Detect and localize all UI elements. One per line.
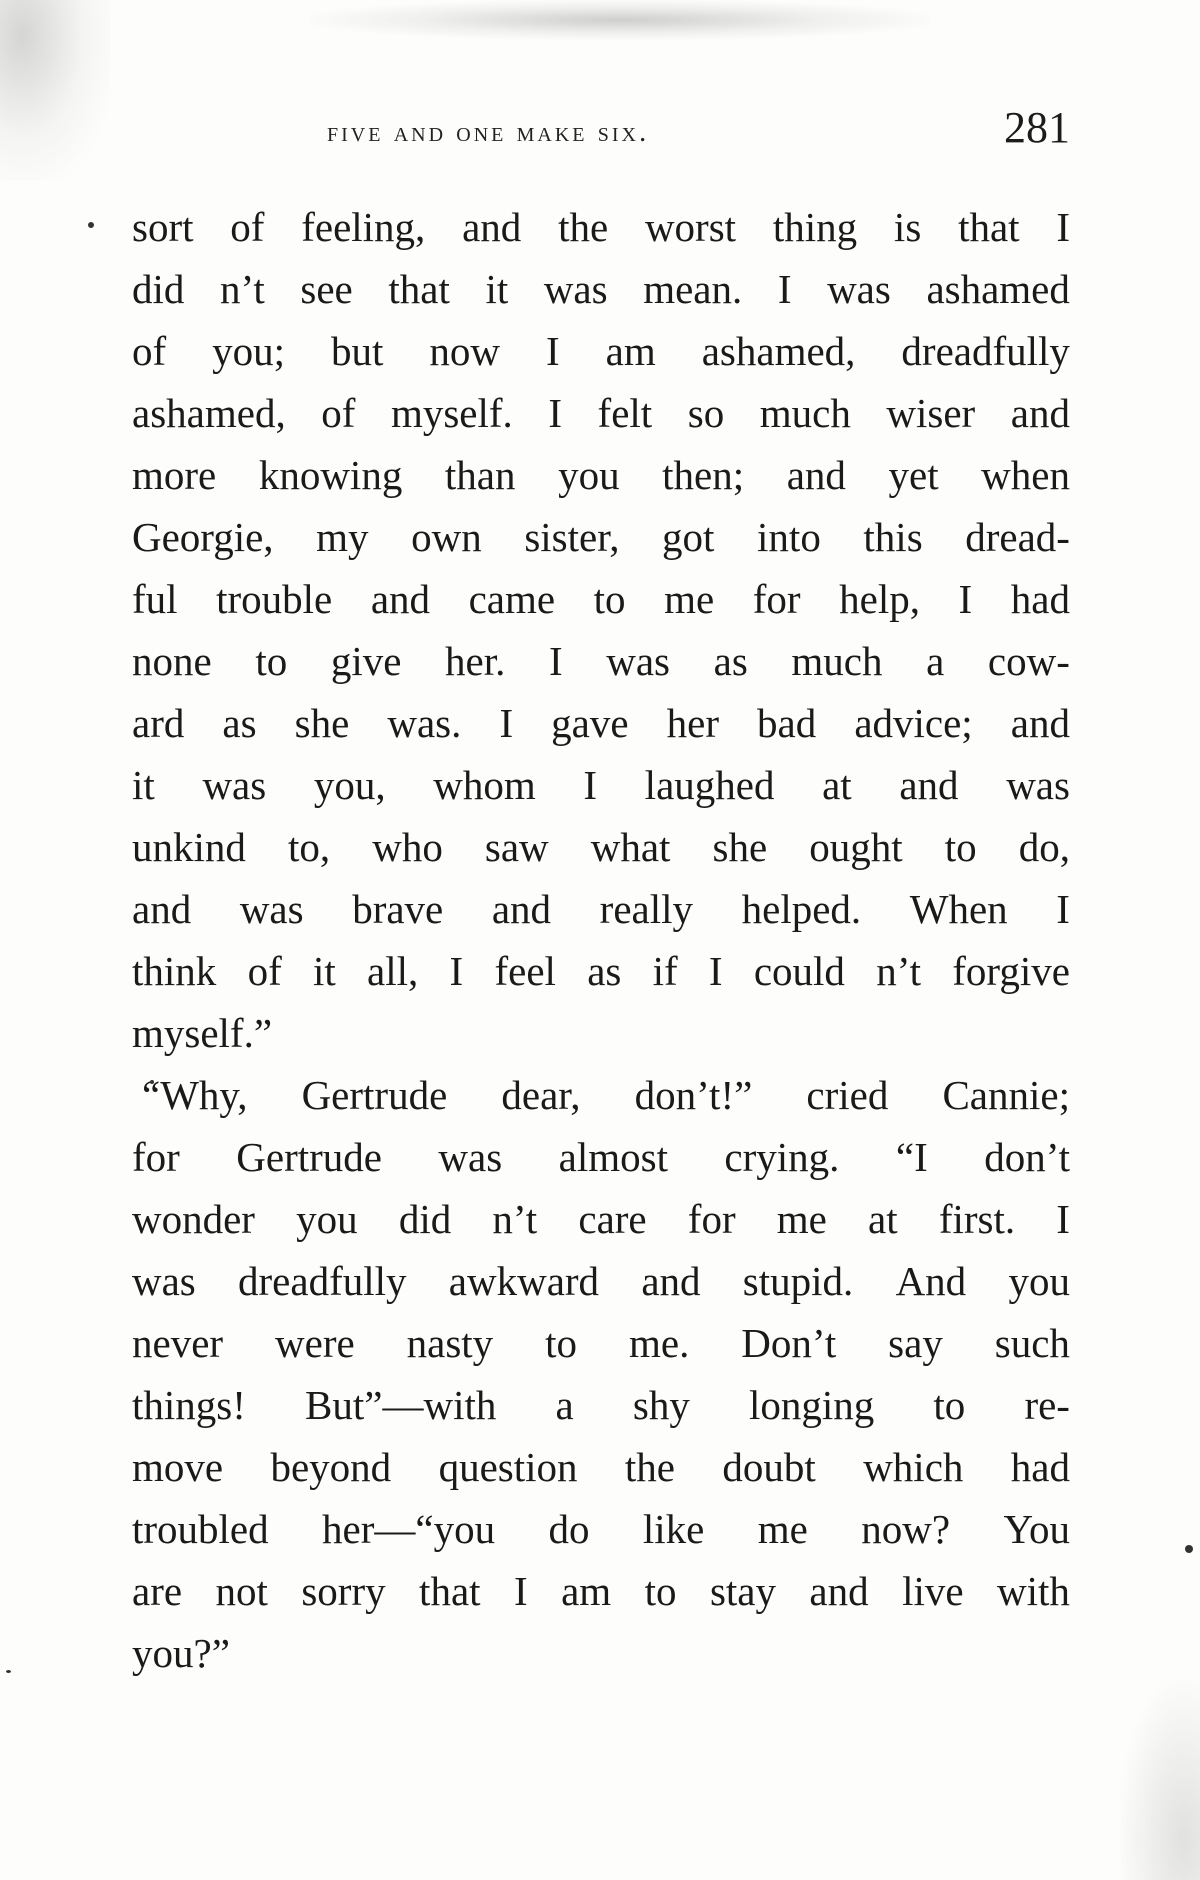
word: Gertrude [301, 1072, 448, 1118]
word: whom [433, 762, 536, 808]
word: do [548, 1506, 590, 1552]
word: and [899, 762, 959, 808]
word: wonder [132, 1196, 255, 1242]
word: did [132, 266, 185, 312]
word: all, [367, 948, 419, 994]
word: dread- [965, 514, 1070, 560]
word: Georgie, [132, 514, 274, 560]
text-line [132, 630, 1070, 692]
word: to [255, 638, 288, 684]
word: me [776, 1196, 827, 1242]
word: you [558, 452, 620, 498]
word: knowing [258, 452, 403, 498]
word: was [202, 762, 267, 808]
word: the [624, 1444, 675, 1490]
word: was. [387, 700, 462, 746]
word: give [330, 638, 402, 684]
word: re- [1024, 1382, 1070, 1428]
word: more [132, 452, 217, 498]
page-header [132, 100, 1070, 160]
word: to [545, 1320, 578, 1366]
word: you?” [132, 1630, 230, 1676]
word: sister, [524, 514, 620, 560]
word: bad [757, 700, 817, 746]
word: as [713, 638, 748, 684]
word: When [909, 886, 1008, 932]
word: troubled [132, 1506, 269, 1552]
word: are [132, 1568, 183, 1614]
text-line [132, 568, 1070, 630]
word: it [132, 762, 155, 808]
word: I [777, 266, 792, 312]
word: got [662, 514, 715, 560]
word: for [687, 1196, 736, 1242]
word: cow- [987, 638, 1070, 684]
text-line [132, 1560, 1070, 1622]
word: of [132, 328, 167, 374]
word: unkind [132, 824, 246, 870]
word: is [893, 204, 922, 250]
word: longing [748, 1382, 875, 1428]
text-line [132, 1064, 1070, 1126]
word: really [599, 886, 694, 932]
word: was [1006, 762, 1070, 808]
word: and [491, 886, 552, 932]
word: to [644, 1568, 677, 1614]
word: that [958, 204, 1020, 250]
word: I [449, 948, 464, 994]
text-line [132, 1312, 1070, 1374]
word: was [239, 886, 304, 932]
text-line [132, 1622, 1070, 1684]
word: you, [313, 762, 386, 808]
text-line [132, 1436, 1070, 1498]
word: and [641, 1258, 701, 1304]
word: help, [839, 576, 920, 622]
word: crying. [724, 1134, 840, 1180]
word: ful [132, 576, 178, 622]
word: saw [484, 824, 549, 870]
word: Gertrude [236, 1134, 382, 1180]
word: was [606, 638, 671, 684]
word: of [247, 948, 282, 994]
word: had [1010, 1444, 1070, 1490]
scan-speck [6, 1670, 11, 1673]
scan-speck [88, 222, 94, 228]
word: she [712, 824, 768, 870]
word: I [1056, 1196, 1070, 1242]
text-line [132, 1126, 1070, 1188]
word: I [708, 948, 723, 994]
word: I [548, 638, 563, 684]
word: when [981, 452, 1070, 498]
text-line [132, 878, 1070, 940]
word: beyond [270, 1444, 392, 1490]
word: a [926, 638, 945, 684]
running-title: five and one make six. [327, 116, 650, 148]
word: stupid. [742, 1258, 854, 1304]
word: so [687, 390, 725, 436]
word: mean. [643, 266, 743, 312]
word: sort [132, 204, 194, 250]
word: feel [494, 948, 556, 994]
word: me [664, 576, 715, 622]
word: you; [212, 328, 286, 374]
word: and [809, 1568, 869, 1614]
word: n’t [220, 266, 265, 312]
word: and [786, 452, 846, 498]
word: myself.” [132, 1010, 273, 1056]
text-line [132, 1250, 1070, 1312]
word: I [513, 1568, 528, 1614]
word: had [1010, 576, 1070, 622]
body-text [132, 196, 1070, 1684]
word: am [605, 328, 656, 374]
word: live [902, 1568, 964, 1614]
word: it [485, 266, 509, 312]
word: like [642, 1506, 705, 1552]
word: was [543, 266, 608, 312]
word: thing [772, 204, 858, 250]
word: and [462, 204, 522, 250]
scan-smudge [0, 0, 110, 180]
text-line [132, 382, 1070, 444]
word: none [132, 638, 212, 684]
word: feeling, [301, 204, 426, 250]
word: me [757, 1506, 808, 1552]
word: I [583, 762, 598, 808]
text-line [132, 1374, 1070, 1436]
word: who [372, 824, 443, 870]
word: first. [938, 1196, 1016, 1242]
word: helped. [741, 886, 862, 932]
word: could [753, 948, 845, 994]
word: now? [861, 1506, 951, 1552]
word: Don’t [741, 1320, 837, 1366]
word: were [275, 1320, 355, 1366]
word: ashamed, [132, 390, 286, 436]
word: to [944, 824, 977, 870]
scan-smudge [1120, 1680, 1200, 1880]
word: sorry [301, 1568, 386, 1614]
text-line [132, 258, 1070, 320]
word: of [230, 204, 265, 250]
word: But”—with [305, 1382, 497, 1428]
word: You [1003, 1506, 1070, 1552]
word: much [791, 638, 883, 684]
word: into [757, 514, 821, 560]
word: and [370, 576, 431, 622]
word: her [666, 700, 719, 746]
word: her. [445, 638, 506, 684]
word: for [132, 1134, 180, 1180]
word: but [331, 328, 384, 374]
word: dear, [501, 1072, 581, 1118]
word: then; [662, 452, 745, 498]
text-line [132, 1498, 1070, 1560]
word: this [863, 514, 923, 560]
word: forgive [952, 948, 1070, 994]
word: and [1010, 390, 1070, 436]
word: am [561, 1568, 612, 1614]
page-number: 281 [1004, 103, 1070, 152]
word: dreadfully [238, 1258, 407, 1304]
word: did [398, 1196, 452, 1242]
word: do, [1018, 824, 1070, 870]
word: of [321, 390, 356, 436]
word: was [132, 1258, 196, 1304]
word: such [994, 1320, 1070, 1366]
word: me. [629, 1320, 690, 1366]
text-line [132, 754, 1070, 816]
text-line [132, 1002, 1070, 1064]
word: to, [287, 824, 331, 870]
word: stay [709, 1568, 776, 1614]
word: I [958, 576, 973, 622]
word: Cannie; [942, 1072, 1070, 1118]
word: what [590, 824, 671, 870]
word: “I [895, 1134, 928, 1180]
word: “Why, [142, 1072, 248, 1118]
word: don’t!” [634, 1072, 753, 1118]
word: trouble [216, 576, 333, 622]
word: I [546, 328, 560, 374]
word: she [294, 700, 350, 746]
word: my [316, 514, 369, 560]
word: you [1008, 1258, 1070, 1304]
word: yet [888, 452, 939, 498]
word: dreadfully [901, 328, 1070, 374]
word: and [1010, 700, 1070, 746]
text-line [132, 444, 1070, 506]
word: I [499, 700, 514, 746]
word: I [548, 390, 562, 436]
word: shy [632, 1382, 690, 1428]
word: laughed [644, 762, 775, 808]
scan-speck [1185, 1545, 1193, 1553]
word: think [132, 948, 217, 994]
word: gave [551, 700, 629, 746]
word: advice; [854, 700, 973, 746]
word: nasty [406, 1320, 494, 1366]
text-line [132, 506, 1070, 568]
word: at [868, 1196, 898, 1242]
word: to [933, 1382, 966, 1428]
word: own [411, 514, 482, 560]
word: you [296, 1196, 358, 1242]
word: her—“you [322, 1506, 496, 1552]
word: as [222, 700, 257, 746]
word: than [444, 452, 516, 498]
word: came [468, 576, 556, 622]
word: doubt [722, 1444, 816, 1490]
text-line [132, 940, 1070, 1002]
word: ashamed [926, 266, 1070, 312]
text-line [132, 816, 1070, 878]
word: care [578, 1196, 647, 1242]
word: question [438, 1444, 578, 1490]
word: if [652, 948, 678, 994]
word: not [215, 1568, 268, 1614]
text-line [132, 1188, 1070, 1250]
word: awkward [448, 1258, 600, 1304]
word: felt [597, 390, 653, 436]
word: that [419, 1568, 481, 1614]
word: say [888, 1320, 943, 1366]
word: don’t [984, 1134, 1070, 1180]
word: almost [558, 1134, 668, 1180]
word: a [555, 1382, 574, 1428]
word: was [438, 1134, 503, 1180]
word: myself. [390, 390, 513, 436]
word: it [312, 948, 336, 994]
word: ashamed, [701, 328, 856, 374]
word: the [558, 204, 609, 250]
word: much [759, 390, 851, 436]
word: as [587, 948, 622, 994]
word: and [132, 886, 192, 932]
word: I [1056, 886, 1070, 932]
text-line [132, 692, 1070, 754]
word: that [388, 266, 450, 312]
word: which [863, 1444, 964, 1490]
word: brave [352, 886, 444, 932]
word: now [429, 328, 501, 374]
word: to [593, 576, 626, 622]
word: wiser [886, 390, 976, 436]
word: ought [809, 824, 903, 870]
word: with [996, 1568, 1070, 1614]
text-line [132, 196, 1070, 258]
word: was [827, 266, 891, 312]
word: n’t [492, 1196, 538, 1242]
word: And [895, 1258, 967, 1304]
word: things! [132, 1382, 246, 1428]
word: see [300, 266, 353, 312]
word: cried [806, 1072, 889, 1118]
word: never [132, 1320, 224, 1366]
scan-smudge [310, 0, 930, 40]
word: n’t [876, 948, 922, 994]
word: at [822, 762, 852, 808]
word: for [752, 576, 801, 622]
word: worst [644, 204, 737, 250]
word: move [132, 1444, 224, 1490]
word: I [1056, 204, 1070, 250]
text-line [132, 320, 1070, 382]
word: ard [132, 700, 185, 746]
